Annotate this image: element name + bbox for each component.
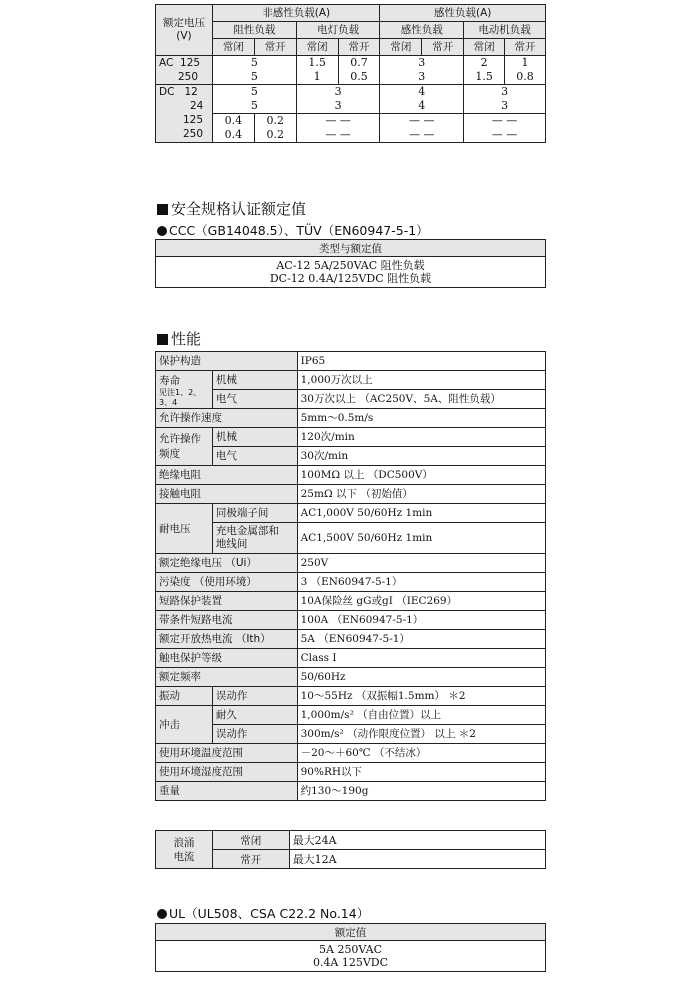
freq-elec-label: 电气 (212, 447, 297, 466)
motor-header: 电动机负载 (464, 22, 546, 39)
nc-header: 常闭 (380, 39, 422, 56)
nc-header: 常闭 (464, 39, 505, 56)
ac-motor-nc-value: 2 1.5 (464, 56, 505, 85)
same-pole-value: AC1,000V 50/60Hz 1min (297, 504, 545, 523)
square-bullet-icon (157, 204, 168, 215)
no-header: 常开 (338, 39, 380, 56)
surge-no-value: 最大12A (289, 850, 545, 869)
rated-insulation-label: 额定绝缘电压 （Ui） (156, 554, 298, 573)
temperature-value: －20～＋60℃ （不结冰） (297, 744, 545, 763)
speed-label: 允许操作速度 (156, 409, 298, 428)
no-header: 常开 (422, 39, 464, 56)
weight-label: 重量 (156, 782, 298, 801)
ac-lamp-no-value: 0.7 0.5 (338, 56, 380, 85)
vibration-label: 振动 (156, 687, 213, 706)
dc-high-inductive-value: — — — — (380, 114, 464, 143)
freq-elec-value: 30次/min (297, 447, 545, 466)
shock-durability-value: 1,000m/s² （自由位置）以上 (297, 706, 545, 725)
vibration-malfunction-label: 误动作 (212, 687, 297, 706)
conditional-short-value: 100A （EN60947-5-1） (297, 611, 545, 630)
insulation-label: 绝缘电阻 (156, 466, 298, 485)
freq-mech-value: 120次/min (297, 428, 545, 447)
performance-section-title: 性能 (157, 328, 201, 349)
ul-standards-subtitle: UL（UL508、CSA C22.2 No.14） (157, 904, 369, 922)
thermal-current-label: 额定开放热电流 （Ith） (156, 630, 298, 649)
conditional-short-label: 带条件短路电流 (156, 611, 298, 630)
dc-high-motor-value: — — — — (464, 114, 546, 143)
life-mech-label: 机械 (212, 371, 297, 390)
life-label: 寿命 见注1、2、 3、4 (156, 371, 213, 409)
surge-current-table (155, 830, 546, 869)
dc-lamp-value: 3 3 (296, 85, 380, 114)
ac-motor-no-value: 1 0.8 (505, 56, 546, 85)
inductive-header: 感性负载(A) (380, 5, 546, 22)
protection-label: 保护构造 (156, 352, 298, 371)
withstand-voltage-label: 耐电压 (156, 504, 213, 554)
cert-rating-table (155, 239, 546, 288)
rated-voltage-header: 额定电压 (V) (156, 5, 213, 56)
protection-value: IP65 (297, 352, 545, 371)
dc-resistive-value: 5 5 (212, 85, 296, 114)
dc-voltage-label: DC 12 24 125 250 (156, 85, 213, 143)
insulation-value: 100MΩ 以上 （DC500V） (297, 466, 545, 485)
dc-high-lamp-value: — — — — (296, 114, 380, 143)
life-elec-value: 30万次以上 （AC250V、5A、阻性负载） (297, 390, 545, 409)
thermal-current-value: 5A （EN60947-5-1） (297, 630, 545, 649)
shock-label: 冲击 (156, 706, 213, 744)
cert-standards-subtitle: CCC（GB14048.5）、TÜV（EN60947-5-1） (157, 221, 429, 239)
life-mech-value: 1,000万次以上 (297, 371, 545, 390)
nc-header: 常闭 (212, 39, 254, 56)
humidity-label: 使用环境湿度范围 (156, 763, 298, 782)
surge-no-label: 常开 (212, 850, 289, 869)
rated-frequency-label: 额定频率 (156, 668, 298, 687)
same-pole-label: 同极端子间 (212, 504, 297, 523)
shock-durability-label: 耐久 (212, 706, 297, 725)
short-protection-value: 10A保险丝 gG或gI （IEC269） (297, 592, 545, 611)
freq-mech-label: 机械 (212, 428, 297, 447)
pollution-label: 污染度 （使用环境） (156, 573, 298, 592)
pollution-value: 3 （EN60947-5-1） (297, 573, 545, 592)
nc-header: 常闭 (296, 39, 338, 56)
temperature-label: 使用环境温度范围 (156, 744, 298, 763)
humidity-value: 90%RH以下 (297, 763, 545, 782)
non-inductive-header: 非感性负载(A) (212, 5, 380, 22)
shock-malfunction-label: 误动作 (212, 725, 297, 744)
no-header: 常开 (505, 39, 546, 56)
shock-protection-value: Class I (297, 649, 545, 668)
frequency-label: 允许操作 频度 (156, 428, 213, 466)
inductive-sub-header: 感性负载 (380, 22, 464, 39)
rated-insulation-value: 250V (297, 554, 545, 573)
ac-voltage-label: AC 125 250 (156, 56, 213, 85)
ac-lamp-nc-value: 1.5 1 (296, 56, 338, 85)
vibration-value: 10～55Hz （双振幅1.5mm） ＊2 (297, 687, 545, 706)
surge-nc-value: 最大24A (289, 831, 545, 850)
ul-rating-values: 5A 250VAC 0.4A 125VDC (156, 941, 546, 972)
surge-nc-label: 常闭 (212, 831, 289, 850)
contact-resistance-value: 25mΩ 以下 （初始值） (297, 485, 545, 504)
round-bullet-icon (157, 226, 167, 236)
dc-inductive-value: 4 4 (380, 85, 464, 114)
ac-resistive-value: 5 5 (212, 56, 296, 85)
charged-metal-label: 充电金属部和 地线间 (212, 523, 297, 554)
charged-metal-value: AC1,500V 50/60Hz 1min (297, 523, 545, 554)
load-rating-table (155, 4, 546, 143)
life-elec-label: 电气 (212, 390, 297, 409)
square-bullet-icon (157, 334, 168, 345)
surge-label: 浪涌 电流 (156, 831, 213, 869)
speed-value: 5mm～0.5m/s (297, 409, 545, 428)
ac-inductive-value: 3 3 (380, 56, 464, 85)
dc-motor-value: 3 3 (464, 85, 546, 114)
short-protection-label: 短路保护装置 (156, 592, 298, 611)
cert-section-title: 安全规格认证额定值 (157, 198, 306, 219)
shock-protection-label: 触电保护等级 (156, 649, 298, 668)
weight-value: 约130～190g (297, 782, 545, 801)
no-header: 常开 (254, 39, 296, 56)
cert-rating-values: AC-12 5A/250VAC 阻性负载 DC-12 0.4A/125VDC 阻性负载 (156, 257, 546, 288)
life-note: 见注1、2、 3、4 (159, 388, 202, 407)
dc-high-resistive-no-value: 0.2 0.2 (254, 114, 296, 143)
round-bullet-icon (157, 909, 167, 919)
cert-table-header: 类型与额定值 (156, 240, 546, 257)
dc-high-resistive-nc-value: 0.4 0.4 (212, 114, 254, 143)
ul-table-header: 额定值 (156, 924, 546, 941)
performance-table (155, 351, 546, 801)
shock-malfunction-value: 300m/s² （动作限度位置） 以上 ＊2 (297, 725, 545, 744)
resistive-header: 阻性负载 (212, 22, 296, 39)
lamp-header: 电灯负载 (296, 22, 380, 39)
contact-resistance-label: 接触电阻 (156, 485, 298, 504)
rated-frequency-value: 50/60Hz (297, 668, 545, 687)
ul-rating-table (155, 923, 546, 972)
